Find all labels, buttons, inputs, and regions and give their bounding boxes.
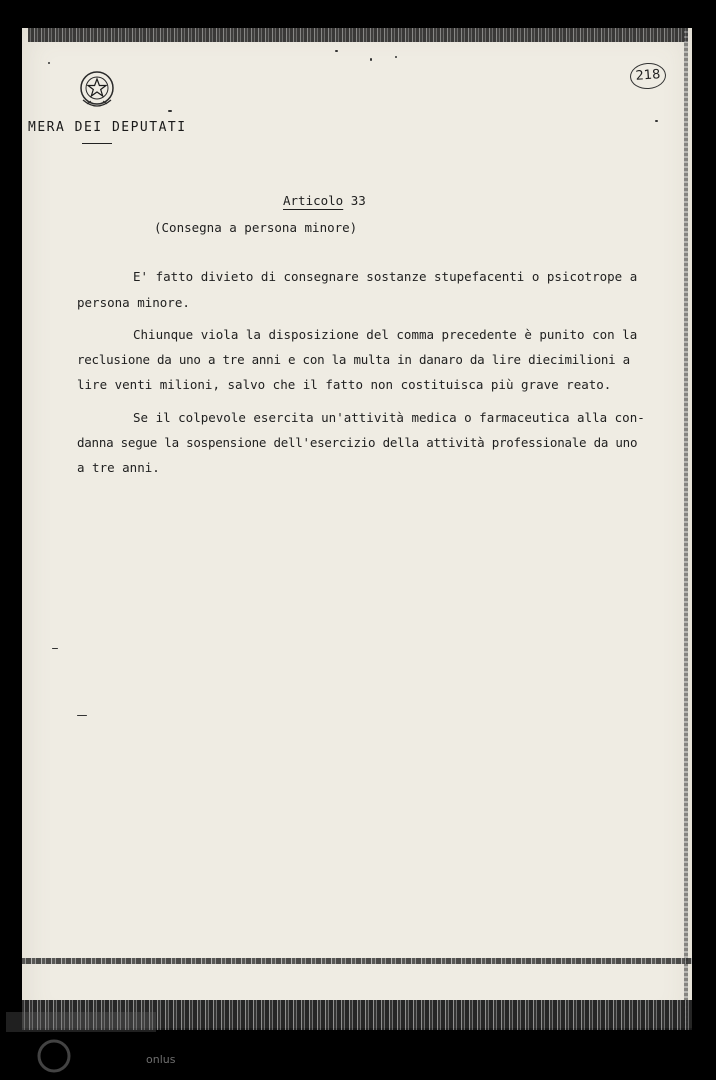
body-line: reclusione da uno a tre anni e con la multa in danaro da lire diecimilioni a xyxy=(77,352,630,367)
scan-speck xyxy=(655,120,658,122)
body-line: Se il colpevole esercita un'attività medica o farmaceutica alla con- xyxy=(133,410,645,425)
body-line: lire venti milioni, salvo che il fatto non costituisca più grave reato. xyxy=(77,377,612,392)
scan-speck xyxy=(168,110,172,112)
body-line: a tre anni. xyxy=(77,460,160,475)
body-line: persona minore. xyxy=(77,295,190,310)
scan-speck xyxy=(52,648,58,649)
document-page xyxy=(22,28,692,1028)
scan-speck xyxy=(395,56,397,58)
article-number: 33 xyxy=(350,193,366,208)
scan-speck xyxy=(77,715,87,716)
article-label: Articolo xyxy=(283,193,344,208)
toner-edge-right xyxy=(684,28,688,1028)
scan-speck xyxy=(335,50,338,52)
toner-band-lower xyxy=(22,958,692,964)
institution-name: MERA DEI DEPUTATI xyxy=(28,120,187,135)
institution-underline xyxy=(82,143,112,144)
republic-emblem-icon xyxy=(77,68,117,112)
scan-speck xyxy=(370,58,372,61)
handwritten-page-number: 218 xyxy=(629,62,667,90)
watermark-suffix: onlus xyxy=(146,1053,176,1066)
body-line: Chiunque viola la disposizione del comma precedente è punito con la xyxy=(133,327,638,342)
article-subtitle: (Consegna a persona minore) xyxy=(154,220,358,235)
body-line: danna segue la sospensione dell'esercizio della attività professionale da uno xyxy=(77,435,638,450)
scan-speck xyxy=(48,62,50,64)
toner-band-top xyxy=(28,28,688,42)
article-heading xyxy=(283,193,366,208)
body-line: E' fatto divieto di consegnare sostanze stupefacenti o psicotrope a xyxy=(133,269,638,284)
